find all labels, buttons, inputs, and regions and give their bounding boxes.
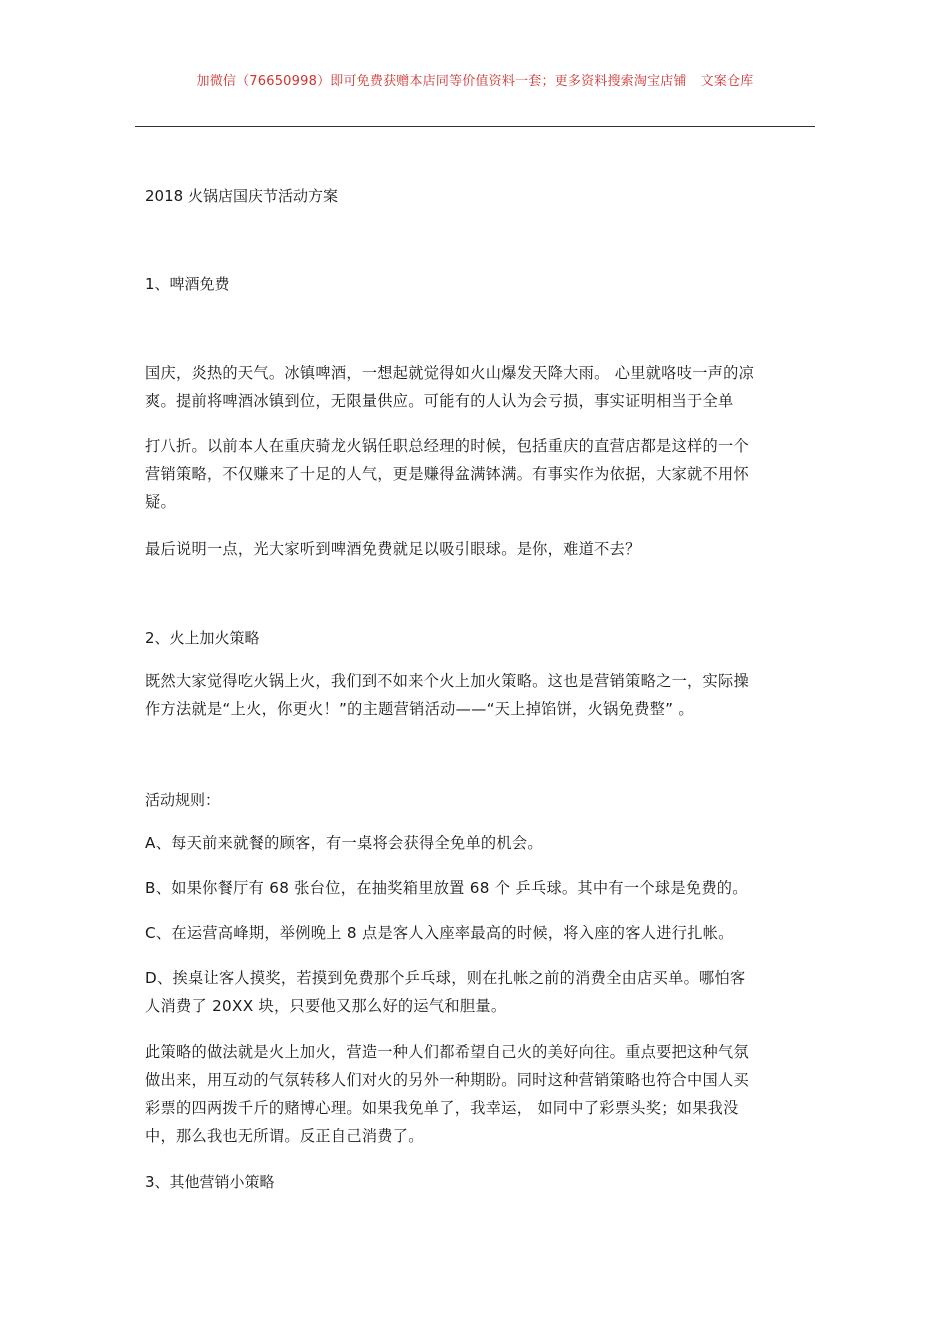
text-line: 做出来，用互动的气氛转移人们对火的另外一种期盼。同时这种营销策略也符合中国人买 (145, 1071, 750, 1089)
section-heading-3: 3、其他营销小策略 (145, 1173, 275, 1191)
text-line: 营销策略，不仅赚来了十足的人气，更是赚得盆满钵满。有事实作为依据，大家就不用怀 (145, 465, 750, 483)
text-line: 疑。 (145, 493, 176, 511)
rule-b (145, 874, 813, 902)
rule-c (145, 919, 813, 947)
text-line: A、每天前来就餐的顾客，有一桌将会获得全免单的机会。 (145, 834, 543, 852)
text-line: B、如果你餐厅有 68 张台位，在抽奖箱里放置 68 个 乒乓球。其中有一个球是免费的。 (145, 879, 748, 897)
text-line: 最后说明一点，光大家听到啤酒免费就足以吸引眼球。是你，难道不去？ (145, 540, 641, 558)
paragraph-strategy-intro (145, 667, 813, 723)
header-divider (135, 126, 815, 127)
text-line: 彩票的四两拨千斤的赌博心理。如果我免单了，我幸运， 如同中了彩票头奖；如果我没 (145, 1099, 739, 1117)
text-line: 爽。提前将啤酒冰镇到位，无限量供应。可能有的人认为会亏损，事实证明相当于全单 (145, 392, 734, 410)
shop-name: 文案仓库 (700, 74, 754, 89)
rule-a (145, 829, 813, 857)
document-title: 2018 火锅店国庆节活动方案 (145, 187, 338, 205)
text-line: 人消费了 20XX 块，只要他又那么好的运气和胆量。 (145, 997, 507, 1015)
text-line: D、挨桌让客人摸奖，若摸到免费那个乒乓球，则在扎帐之前的消费全由店买单。哪怕客 (145, 969, 746, 987)
text-line: 此策略的做法就是火上加火，营造一种人们都希望自己火的美好向往。重点要把这种气氛 (145, 1043, 750, 1061)
paragraph-beer-2 (145, 432, 813, 516)
rule-d (145, 964, 813, 1020)
rules-heading: 活动规则： (145, 791, 221, 809)
paragraph-strategy-summary (145, 1038, 813, 1150)
paragraph-beer-3 (145, 535, 813, 563)
promo-header (0, 70, 950, 89)
promo-notice: 加微信（76650998）即可免费获赠本店同等价值资料一套；更多资料搜索淘宝店铺 (196, 74, 687, 89)
section-heading-1: 1、啤酒免费 (145, 275, 230, 293)
text-line: 作方法就是“上火，你更火！”的主题营销活动——“天上掉馅饼，火锅免费整” 。 (145, 700, 694, 718)
text-line: 既然大家觉得吃火锅上火，我们到不如来个火上加火策略。这也是营销策略之一，实际操 (145, 672, 750, 690)
text-line: 中，那么我也无所谓。反正自己消费了。 (145, 1127, 424, 1145)
text-line: 国庆，炎热的天气。冰镇啤酒，一想起就觉得如火山爆发天降大雨。 心里就咯吱一声的凉 (145, 364, 755, 382)
text-line: 打八折。以前本人在重庆骑龙火锅任职总经理的时候，包括重庆的直营店都是这样的一个 (145, 437, 750, 455)
section-heading-2: 2、火上加火策略 (145, 629, 260, 647)
text-line: C、在运营高峰期，举例晚上 8 点是客人入座率最高的时候，将入座的客人进行扎帐。 (145, 924, 734, 942)
paragraph-beer-1 (145, 359, 813, 415)
